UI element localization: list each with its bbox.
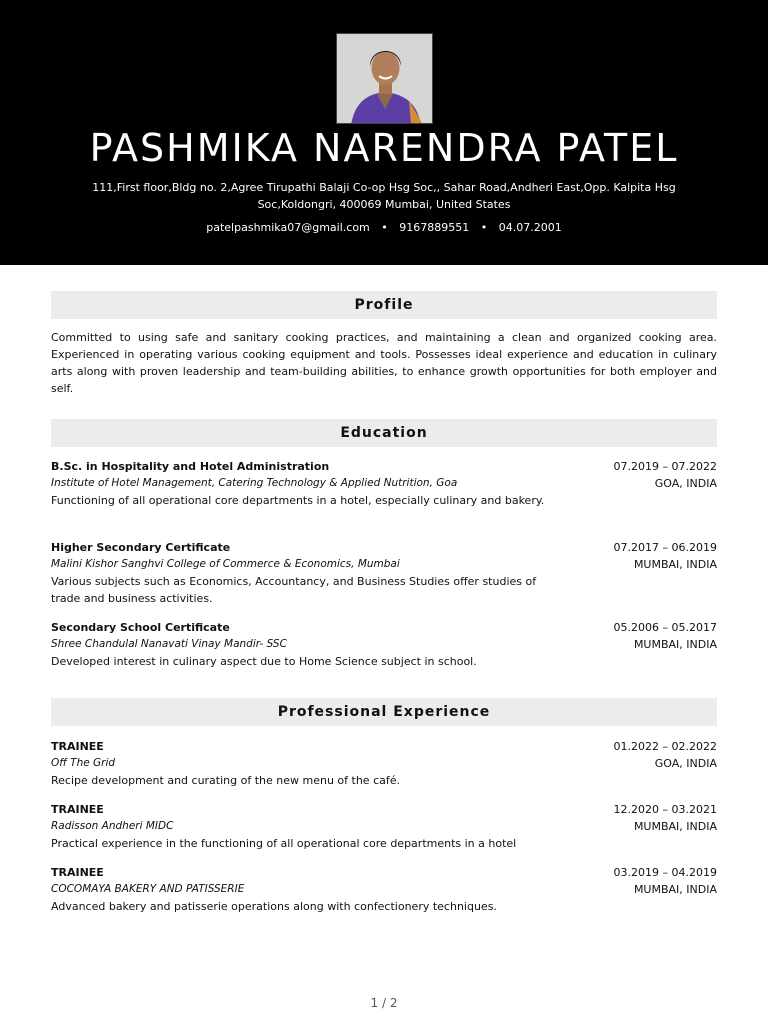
experience-entry [51, 801, 717, 852]
entry-description: Practical experience in the functioning of all operational core departments in a hotel [51, 837, 517, 850]
email[interactable]: patelpashmika07@gmail.com [206, 221, 370, 234]
entry-title: TRAINEE [51, 803, 104, 816]
resume-header [0, 0, 768, 265]
entry-dates: 07.2019 – 07.2022 [613, 460, 717, 473]
entry-dates: 01.2022 – 02.2022 [613, 740, 717, 753]
entry-institution: Shree Chandulal Nanavati Vinay Mandir- SSC [51, 638, 287, 650]
entry-title: B.Sc. in Hospitality and Hotel Administration [51, 460, 330, 473]
experience-entry [51, 864, 717, 915]
entry-location: GOA, INDIA [654, 757, 717, 770]
entry-employer: Radisson Andheri MIDC [51, 820, 174, 832]
entry-institution: Malini Kishor Sanghvi College of Commerce & Economics, Mumbai [51, 558, 400, 570]
entry-dates: 05.2006 – 05.2017 [613, 621, 717, 634]
education-entry [51, 539, 717, 607]
section-heading-education: Education [51, 419, 717, 447]
entry-title: TRAINEE [51, 740, 104, 753]
entry-meta [614, 539, 717, 573]
entry-meta [614, 738, 717, 772]
education-entry [51, 458, 717, 509]
entry-description: Various subjects such as Economics, Accountancy, and Business Studies offer studies of trade and business activities. [51, 575, 537, 605]
bullet-separator: • [480, 221, 488, 234]
entry-title: Secondary School Certificate [51, 621, 230, 634]
contact-line [0, 221, 768, 234]
entry-meta [614, 619, 717, 653]
entry-institution: Institute of Hotel Management, Catering Technology & Applied Nutrition, Goa [51, 477, 458, 489]
entry-meta [614, 864, 717, 898]
entry-location: MUMBAI, INDIA [633, 638, 717, 651]
entry-dates: 12.2020 – 03.2021 [613, 803, 717, 816]
entry-location: MUMBAI, INDIA [633, 883, 717, 896]
education-entry [51, 619, 717, 670]
page-number: 1 / 2 [370, 996, 398, 1010]
profile-photo [336, 33, 433, 124]
profile-summary: Committed to using safe and sanitary cooking practices, and maintaining a clean and organized cooking area. Experienced in operating various cooking equipment and tools. Possesses ideal experience and education in culinary arts along with proven leadership and team-building abilities, to enhance growth opportunities for both employer and self. [51, 331, 717, 395]
entry-meta [614, 801, 717, 835]
entry-dates: 03.2019 – 04.2019 [613, 866, 717, 879]
phone[interactable]: 9167889551 [399, 221, 470, 234]
entry-location: MUMBAI, INDIA [633, 820, 717, 833]
entry-meta [614, 458, 717, 492]
entry-description: Developed interest in culinary aspect due to Home Science subject in school. [51, 655, 477, 668]
experience-entry [51, 738, 717, 789]
entry-description: Functioning of all operational core departments in a hotel, especially culinary and bakery. [51, 494, 545, 507]
candidate-name: PASHMIKA NARENDRA PATEL [89, 126, 679, 170]
section-heading-experience: Professional Experience [51, 698, 717, 726]
entry-location: GOA, INDIA [654, 477, 717, 490]
entry-employer: COCOMAYA BAKERY AND PATISSERIE [51, 883, 245, 895]
section-heading-profile: Profile [51, 291, 717, 319]
entry-description: Advanced bakery and patisserie operations along with confectionery techniques. [51, 900, 497, 913]
entry-employer: Off The Grid [51, 757, 116, 769]
entry-location: MUMBAI, INDIA [633, 558, 717, 571]
address: 111,First floor,Bldg no. 2,Agree Tirupathi Balaji Co-op Hsg Soc,, Sahar Road,Andheri East,Opp. Kalpita Hsg Soc,Koldongri, 400069 Mumbai, United States [92, 181, 676, 211]
entry-title: TRAINEE [51, 866, 104, 879]
entry-title: Higher Secondary Certificate [51, 541, 231, 554]
entry-dates: 07.2017 – 06.2019 [613, 541, 717, 554]
date-of-birth: 04.07.2001 [498, 221, 562, 234]
entry-description: Recipe development and curating of the new menu of the café. [51, 774, 400, 787]
bullet-separator: • [381, 221, 388, 234]
